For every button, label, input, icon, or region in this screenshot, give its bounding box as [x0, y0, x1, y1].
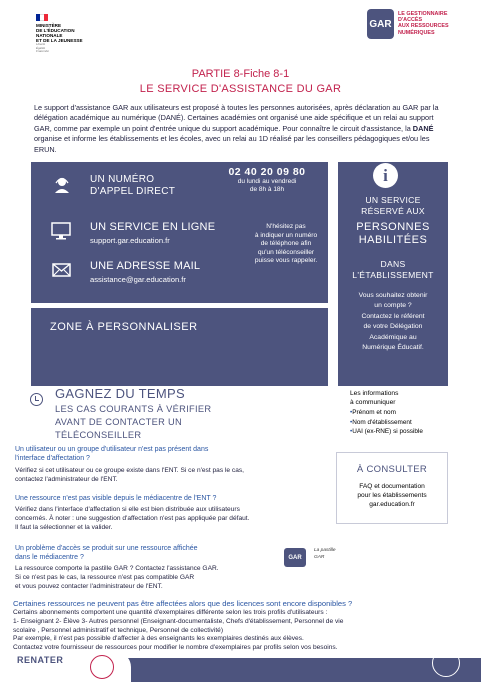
mail-label: UNE ADRESSE MAIL [90, 260, 201, 272]
list-item: • Prénom et nom [350, 408, 460, 418]
headset-icon [52, 175, 72, 195]
service-reserved-label: UN SERVICE RÉSERVÉ AUX [361, 195, 425, 216]
zone-label: ZONE À PERSONNALISER [50, 321, 198, 333]
support-url[interactable]: support.gar.education.fr [90, 236, 170, 245]
case-question: Un utilisateur ou un groupe d'utilisateur n'est pas présent dans l'interface d'affectation ? [15, 446, 209, 463]
phone-label: UN NUMÉRO D'APPEL DIRECT [90, 174, 176, 197]
section-subtitle: LES CAS COURANTS À VÉRIFIER AVANT DE CONTACTER UN TÉLÉCONSEILLER [55, 404, 212, 440]
intro-paragraph: Le support d'assistance GAR aux utilisateurs est proposé à toutes les personnes autorisées, après déclaration au GAR par la délégation académique au numérique (DANÉ). Certaines académies ont organisé une aide spécifique et un relai au support GAR, comme par exemple un point d'entrée unique du support académique. Pour connaître le circuit d'assistance, la DANÉ organise et informe les établissements et les écoles, avec un relai au 1D réalisé par les conseillers pédagogiques et/ou les ERUN. [34, 103, 439, 154]
stopwatch-icon [30, 393, 43, 406]
page-title: LE SERVICE D'ASSISTANCE DU GAR [139, 83, 342, 95]
contact-referent-text: Vous souhaitez obtenir un compte ? Contactez le référent de votre Délégation Académique au Numérique Éducatif. [358, 292, 428, 352]
consult-title: À CONSULTER [356, 464, 428, 475]
list-item: • Nom d'établissement [350, 418, 460, 428]
gar-title: LE GESTIONNAIRE D'ACCÈS AUX RESSOURCES NUMÉRIQUES [398, 11, 449, 36]
phone-number[interactable]: 02 40 20 09 80 [228, 166, 306, 178]
case-answer: Vérifiez si cet utilisateur ou ce groupe existe dans l'ENT. Si ce n'est pas le cas, contactez l'administrateur de l'ENT. [15, 467, 245, 483]
gar-logo: GAR [367, 9, 394, 39]
footer-circle-icon [432, 649, 460, 677]
list-item: • UAI (ex-RNE) si possible [350, 427, 460, 437]
case-question: Une ressource n'est pas visible depuis le médiacentre de l'ENT ? [15, 495, 217, 502]
online-service-label: UN SERVICE EN LIGNE [90, 221, 216, 233]
phone-hours: du lundi au vendredi de 8h à 18h [237, 178, 297, 193]
service-establishment-label: DANS L'ÉTABLISSEMENT [352, 259, 434, 280]
section-title: GAGNEZ DU TEMPS [55, 386, 185, 401]
seal-icon [90, 655, 114, 679]
ministry-name: MINISTÈRE DE L'ÉDUCATION NATIONALE ET DE LA JEUNESSE [36, 23, 83, 43]
mail-icon [52, 263, 71, 277]
custom-zone [31, 308, 328, 386]
pastille-label: La pastille GAR [314, 548, 336, 560]
case-answer: La ressource comporte la pastille GAR ? Contactez l'assistance GAR. Si ce n'est pas le cas, la ressource n'est pas compatible GAR et vous pouvez contacter l'administrateur de l'ENT. [15, 565, 219, 590]
republic-motto: Liberté Égalité Fraternité [36, 42, 49, 54]
case-question: Certaines ressources ne peuvent pas être affectées alors que des licences sont encore disponibles ? [13, 599, 353, 608]
info-icon: i [373, 163, 398, 188]
mail-address[interactable]: assistance@gar.education.fr [90, 275, 186, 284]
monitor-icon [51, 222, 71, 240]
info-list-title: Les informations à communiquer [350, 390, 399, 406]
gar-pastille-icon: GAR [284, 548, 306, 567]
faq-link[interactable]: FAQ et documentation pour les établissements gar.education.fr [357, 483, 427, 508]
renater-logo: RENATER [17, 655, 64, 665]
callback-note: N'hésitez pas à indiquer un numéro de téléphone afin qu'un téléconseiller puisse vous rappeler. [254, 223, 318, 265]
french-flag [36, 14, 48, 21]
info-list [350, 408, 460, 437]
case-answer: Certains abonnements comportent une quantité d'exemplaires différente selon les trois profils d'utilisateurs : 1- Enseignant 2- Élève 3- Autres personnel (Enseignant-documentaliste, Chefs d'établissement, Personnel de vie scolaire , Personnel administratif et technique, Personnel de collectivité) Par exemple, il n'est pas possible d'affecter à des enseignants les exemplaires destinés aux élèves. Contactez votre fournisseur de ressources pour modifier le nombre d'exemplaires par profils selon vos besoins. [13, 609, 344, 652]
service-persons-label: PERSONNES HABILITÉES [356, 221, 430, 246]
case-question: Un problème d'accès se produit sur une ressource affichée dans le médiacentre ? [15, 545, 198, 562]
case-answer: Vérifiez dans l'interface d'affectation si elle est bien distribuée aux utilisateurs concernés. À noter : une suggestion d'affectation n'est pas appliquée par défaut. Il faut la sélectionner et la valider. [15, 506, 250, 531]
part-title: PARTIE 8-Fiche 8-1 [191, 68, 290, 80]
